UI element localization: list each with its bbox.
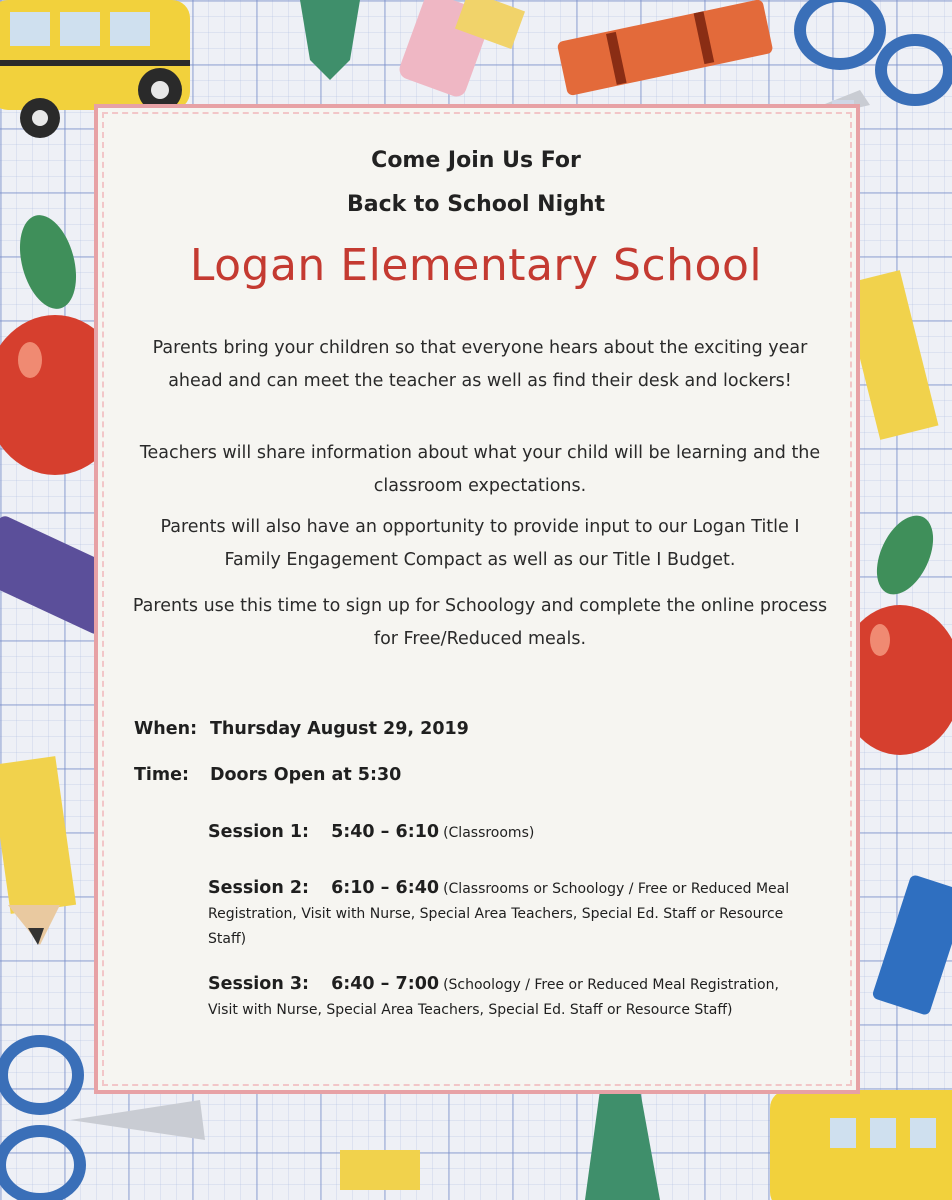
session-2 [208, 876, 808, 952]
pencil-icon [397, 0, 525, 99]
crayon-icon [585, 1090, 660, 1200]
session-time: 6:10 – 6:40 [331, 878, 440, 898]
pencil-icon [340, 1150, 420, 1190]
session-time: 5:40 – 6:10 [331, 822, 440, 842]
leaf-icon [865, 507, 944, 603]
session-details: (Classrooms) [443, 825, 535, 841]
session-details: (Classrooms or Schoology / Free or Reduced Meal Registration, Visit with Nurse, Special Area Teachers, Special Ed. Staff or Resource Staff) [208, 881, 790, 947]
crayon-icon [871, 874, 952, 1016]
school-bus-icon [770, 1090, 952, 1200]
paragraph-teachers: Teachers will share information about what your child will be learning and the classroom expectations. [139, 443, 821, 496]
crayon-icon [557, 0, 774, 96]
intro-line-1: Come Join Us For [371, 148, 581, 173]
school-name-title: Logan Elementary School [189, 240, 763, 291]
paragraph-children: Parents bring your children so that everyone hears about the exciting year ahead and can meet the teacher as well as find their desk and lockers! [152, 338, 808, 391]
session-1 [208, 820, 808, 846]
time-value: Doors Open at 5:30 [210, 765, 402, 785]
intro-line-2: Back to School Night [346, 192, 606, 217]
session-time: 6:40 – 7:00 [331, 974, 440, 994]
session-3 [208, 972, 808, 1023]
when-label: When: [134, 719, 198, 739]
session-label: Session 2: [208, 878, 310, 898]
time-label: Time: [134, 765, 190, 785]
pencil-icon [0, 756, 76, 945]
session-label: Session 1: [208, 822, 310, 842]
session-label: Session 3: [208, 974, 310, 994]
when-value: Thursday August 29, 2019 [210, 719, 469, 739]
paragraph-title-i: Parents will also have an opportunity to provide input to our Logan Title I Family Engagement Compact as well as our Title I Budget. [160, 517, 800, 570]
session-details: (Schoology / Free or Reduced Meal Registration, Visit with Nurse, Special Area Teachers, Special Ed. Staff or Resource Staff) [208, 977, 779, 1018]
crayon-icon [300, 0, 360, 80]
paragraph-schoology: Parents use this time to sign up for Schoology and complete the online process for Free/Reduced meals. [132, 596, 828, 649]
